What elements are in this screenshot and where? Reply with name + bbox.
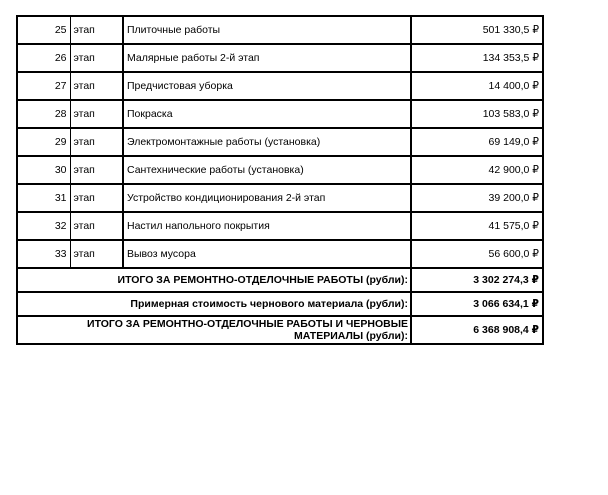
stage-number: 28 [17, 100, 70, 128]
table-row [17, 100, 543, 128]
work-name: Плиточные работы [123, 16, 411, 44]
table-row [17, 156, 543, 184]
estimate-table [16, 15, 544, 345]
work-name: Электромонтажные работы (установка) [123, 128, 411, 156]
stage-unit: этап [70, 184, 123, 212]
repair-total-label: ИТОГО ЗА РЕМОНТНО-ОТДЕЛОЧНЫЕ РАБОТЫ (рубли): [17, 268, 411, 292]
grand-total-label: ИТОГО ЗА РЕМОНТНО-ОТДЕЛОЧНЫЕ РАБОТЫ И ЧЕРНОВЫЕ МАТЕРИАЛЫ (рубли): [17, 316, 411, 344]
estimate-sheet [16, 15, 542, 345]
stage-number: 30 [17, 156, 70, 184]
stage-unit: этап [70, 240, 123, 268]
table-row [17, 212, 543, 240]
work-name: Настил напольного покрытия [123, 212, 411, 240]
work-name: Вывоз мусора [123, 240, 411, 268]
stage-number: 27 [17, 72, 70, 100]
stage-unit: этап [70, 212, 123, 240]
stage-number: 29 [17, 128, 70, 156]
stage-unit: этап [70, 128, 123, 156]
work-amount: 42 900,0 ₽ [411, 156, 543, 184]
stage-unit: этап [70, 16, 123, 44]
table-row [17, 128, 543, 156]
materials-total-label: Примерная стоимость чернового материала (рубли): [17, 292, 411, 316]
stage-number: 25 [17, 16, 70, 44]
stage-unit: этап [70, 100, 123, 128]
work-amount: 69 149,0 ₽ [411, 128, 543, 156]
work-amount: 103 583,0 ₽ [411, 100, 543, 128]
work-name: Сантехнические работы (установка) [123, 156, 411, 184]
work-amount: 14 400,0 ₽ [411, 72, 543, 100]
table-row [17, 72, 543, 100]
stage-number: 33 [17, 240, 70, 268]
materials-total-row [17, 292, 543, 316]
work-amount: 39 200,0 ₽ [411, 184, 543, 212]
stage-unit: этап [70, 72, 123, 100]
table-row [17, 240, 543, 268]
stage-unit: этап [70, 156, 123, 184]
work-name: Покраска [123, 100, 411, 128]
table-row [17, 184, 543, 212]
work-name: Предчистовая уборка [123, 72, 411, 100]
work-amount: 134 353,5 ₽ [411, 44, 543, 72]
repair-total-amount: 3 302 274,3 ₽ [411, 268, 543, 292]
table-row [17, 16, 543, 44]
work-name: Малярные работы 2-й этап [123, 44, 411, 72]
work-amount: 501 330,5 ₽ [411, 16, 543, 44]
materials-total-amount: 3 066 634,1 ₽ [411, 292, 543, 316]
work-amount: 41 575,0 ₽ [411, 212, 543, 240]
grand-total-amount: 6 368 908,4 ₽ [411, 316, 543, 344]
grand-total-row [17, 316, 543, 344]
stage-number: 26 [17, 44, 70, 72]
work-amount: 56 600,0 ₽ [411, 240, 543, 268]
stage-unit: этап [70, 44, 123, 72]
work-name: Устройство кондиционирования 2-й этап [123, 184, 411, 212]
stage-number: 32 [17, 212, 70, 240]
stage-number: 31 [17, 184, 70, 212]
table-row [17, 44, 543, 72]
repair-total-row [17, 268, 543, 292]
